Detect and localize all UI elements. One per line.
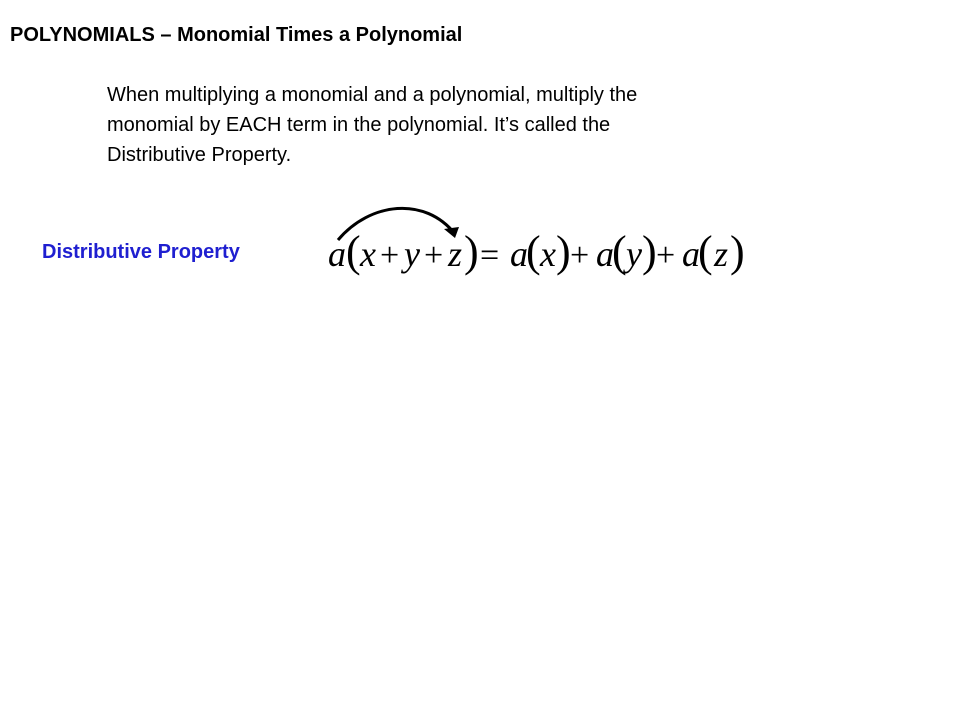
eq-paren: ) [556,227,571,276]
eq-x: x [360,234,376,274]
eq-paren: ( [346,227,361,276]
explanation-paragraph [107,80,787,170]
eq-paren: ( [612,227,627,276]
paragraph-line: monomial by EACH term in the polynomial. It’s called the [107,114,611,136]
paragraph-line: When multiplying a monomial and a polynomial, multiply the [107,84,638,106]
eq-paren: ) [642,227,657,276]
eq-equals: = [480,237,500,274]
eq-paren: ( [698,227,713,276]
eq-plus: + [380,237,400,274]
eq-paren: ) [464,227,479,276]
eq-plus: + [656,237,676,274]
eq-z: z [714,234,729,274]
equation-graphic [320,200,760,280]
eq-y: y [626,234,642,274]
eq-paren: ) [730,227,745,276]
eq-plus: + [424,237,444,274]
distributive-property-label: Distributive Property [42,241,240,263]
eq-plus: + [570,237,590,274]
eq-a: a [328,234,346,274]
eq-a: a [596,234,614,274]
distributive-equation [320,200,760,285]
eq-a: a [510,234,528,274]
eq-x: x [540,234,556,274]
eq-paren: ( [526,227,541,276]
paragraph-line: Distributive Property. [107,144,292,166]
eq-z: z [448,234,463,274]
eq-a: a [682,234,700,274]
slide-title: POLYNOMIALS – Monomial Times a Polynomial [10,24,463,46]
eq-y: y [404,234,420,274]
